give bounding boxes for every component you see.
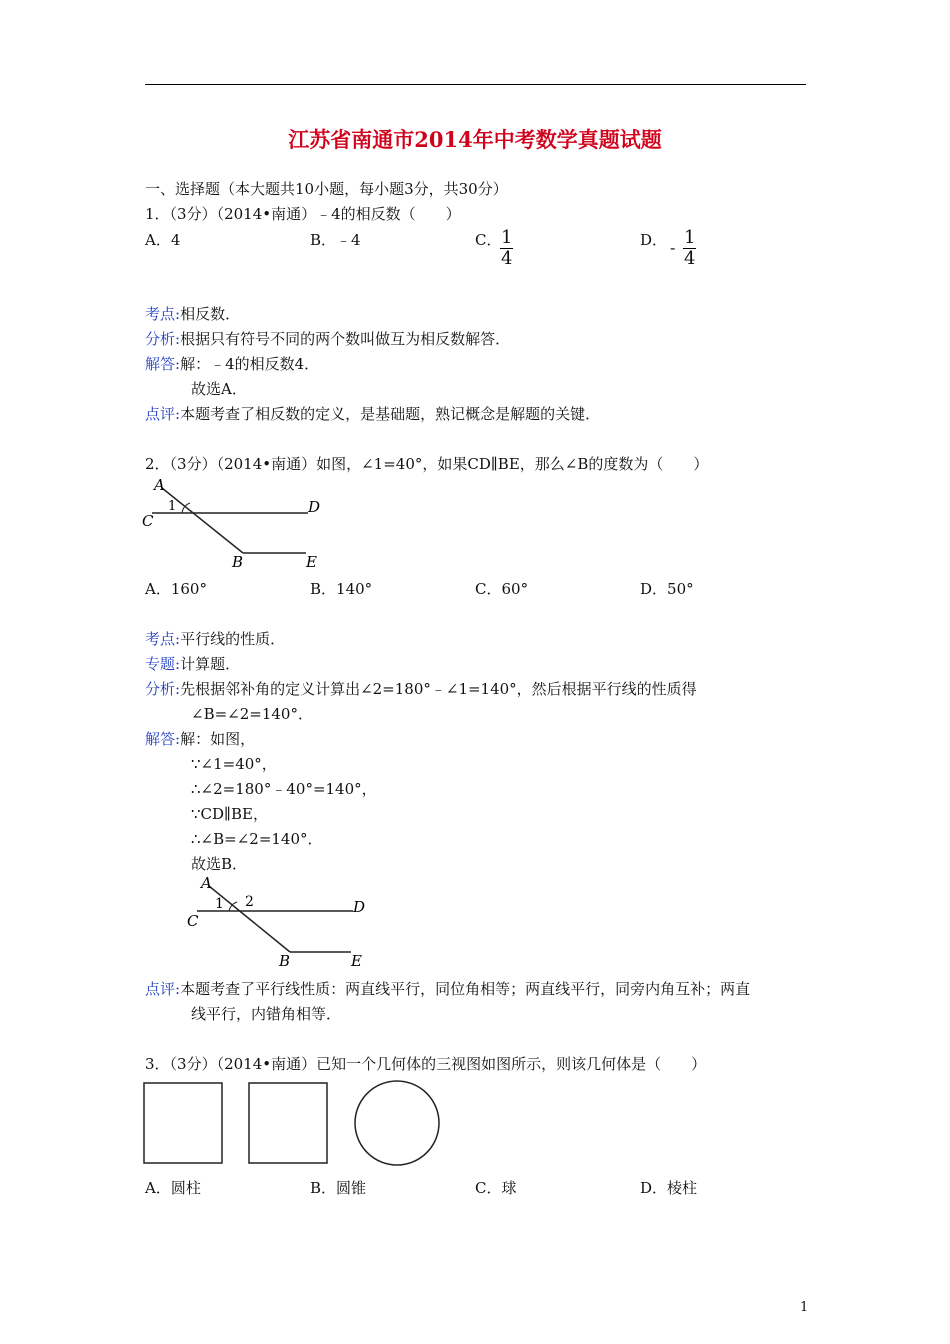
q2-figure [140, 476, 330, 570]
q2-stem: 2．（3分）（2014•南通）如图，∠1=40°，如果CD∥BE，那么∠B的度数为（ ） [145, 455, 709, 473]
q2-fenxi-line2: ∠B=∠2=140°． [191, 705, 313, 723]
fraction-numerator: 1 [501, 227, 513, 248]
q1-dianping [145, 403, 600, 424]
point-label-e: E [351, 952, 362, 970]
fraction-sign: - [670, 238, 676, 257]
label-zhuanti: 专题: [145, 655, 181, 673]
point-label-d: D [353, 898, 366, 916]
side-view-square [249, 1083, 327, 1163]
q1-jieda-line2: 故选A． [191, 380, 247, 398]
q2-kaodian [145, 628, 285, 649]
q2-option-c: C．60° [475, 580, 529, 598]
label-kaodian: 考点: [145, 630, 181, 648]
q2-option-d: D．50° [640, 580, 694, 598]
q2-dianping-text: 本题考查了平行线性质：两直线平行，同位角相等；两直线平行，同旁内角互补；两直 [180, 980, 751, 998]
q2-jieda-line: ∵CD∥BE， [191, 805, 268, 823]
q2-jieda-line: 故选B． [191, 855, 248, 873]
point-label-a: A [201, 876, 212, 892]
label-fenxi: 分析: [145, 330, 181, 348]
section-heading: 一、选择题（本大题共10小题，每小题3分，共30分） [145, 180, 508, 198]
line-ab [162, 488, 243, 553]
q1-fraction-d [683, 228, 696, 269]
q1-dianping-text: 本题考查了相反数的定义，是基础题，熟记概念是解题的关键． [180, 405, 601, 423]
angle-label-1: 1 [168, 499, 177, 514]
point-label-e: E [306, 553, 317, 570]
label-kaodian: 考点: [145, 305, 181, 323]
document-title: 江苏省南通市2014年中考数学真题试题 [288, 127, 662, 152]
point-label-b: B [232, 553, 244, 570]
q2-option-b: B．140° [310, 580, 373, 598]
q1-jieda [145, 353, 319, 374]
q2-solution-figure [185, 876, 375, 970]
label-jieda: 解答: [145, 730, 181, 748]
q3-three-views-figure [140, 1078, 450, 1170]
q1-option-b: B．﹣4 [310, 231, 361, 249]
label-jieda: 解答: [145, 355, 181, 373]
q1-kaodian [145, 303, 240, 324]
page-number: 1 [800, 1300, 809, 1315]
q1-option-a: A．4 [145, 231, 181, 249]
point-label-c: C [187, 912, 199, 930]
q1-fraction-c [500, 228, 513, 269]
top-view-circle [355, 1081, 439, 1165]
q2-dianping [145, 978, 750, 999]
q2-zhuanti [145, 653, 240, 674]
angle-label-1: 1 [215, 896, 224, 912]
point-label-a: A [154, 476, 165, 494]
header-rule [145, 84, 806, 85]
fraction-denominator: 4 [501, 248, 513, 269]
q2-fenxi [145, 678, 697, 699]
q1-fenxi [145, 328, 510, 349]
q1-kaodian-text: 相反数． [180, 305, 241, 323]
q2-zhuanti-text: 计算题． [180, 655, 241, 673]
q1-jieda-text: 解：﹣4的相反数4． [180, 355, 320, 373]
point-label-d: D [308, 498, 321, 516]
front-view-square [144, 1083, 222, 1163]
q2-option-a: A．160° [145, 580, 207, 598]
q3-option-b: B．圆锥 [310, 1179, 367, 1197]
fraction-numerator: 1 [684, 227, 696, 248]
q2-kaodian-text: 平行线的性质． [180, 630, 286, 648]
q1-option-d: D． [640, 231, 668, 249]
q1-option-c: C． [475, 231, 502, 249]
label-dianping: 点评: [145, 980, 181, 998]
q3-option-c: C．球 [475, 1179, 517, 1197]
q3-option-a: A．圆柱 [145, 1179, 201, 1197]
q3-option-d: D．棱柱 [640, 1179, 698, 1197]
q2-fenxi-text: 先根据邻补角的定义计算出∠2=180°﹣∠1=140°，然后根据平行线的性质得 [180, 680, 697, 698]
q2-jieda-line: ∵∠1=40°， [191, 755, 277, 773]
q2-jieda [145, 728, 255, 749]
point-label-b: B [279, 952, 291, 970]
q2-dianping-line2: 线平行，内错角相等． [191, 1005, 342, 1023]
q1-stem: 1．（3分）（2014•南通）﹣4的相反数（ ） [145, 205, 461, 223]
q3-stem: 3．（3分）（2014•南通）已知一个几何体的三视图如图所示，则该几何体是（ ） [145, 1055, 707, 1073]
q2-jieda-line: ∴∠2=180°﹣40°=140°， [191, 780, 377, 798]
fraction-denominator: 4 [684, 248, 696, 269]
angle-label-2: 2 [245, 894, 254, 910]
label-dianping: 点评: [145, 405, 181, 423]
q1-fenxi-text: 根据只有符号不同的两个数叫做互为相反数解答． [180, 330, 511, 348]
label-fenxi: 分析: [145, 680, 181, 698]
q2-jieda-line: 解：如图， [180, 730, 256, 748]
point-label-c: C [142, 512, 154, 530]
q2-jieda-line: ∴∠B=∠2=140°． [191, 830, 323, 848]
